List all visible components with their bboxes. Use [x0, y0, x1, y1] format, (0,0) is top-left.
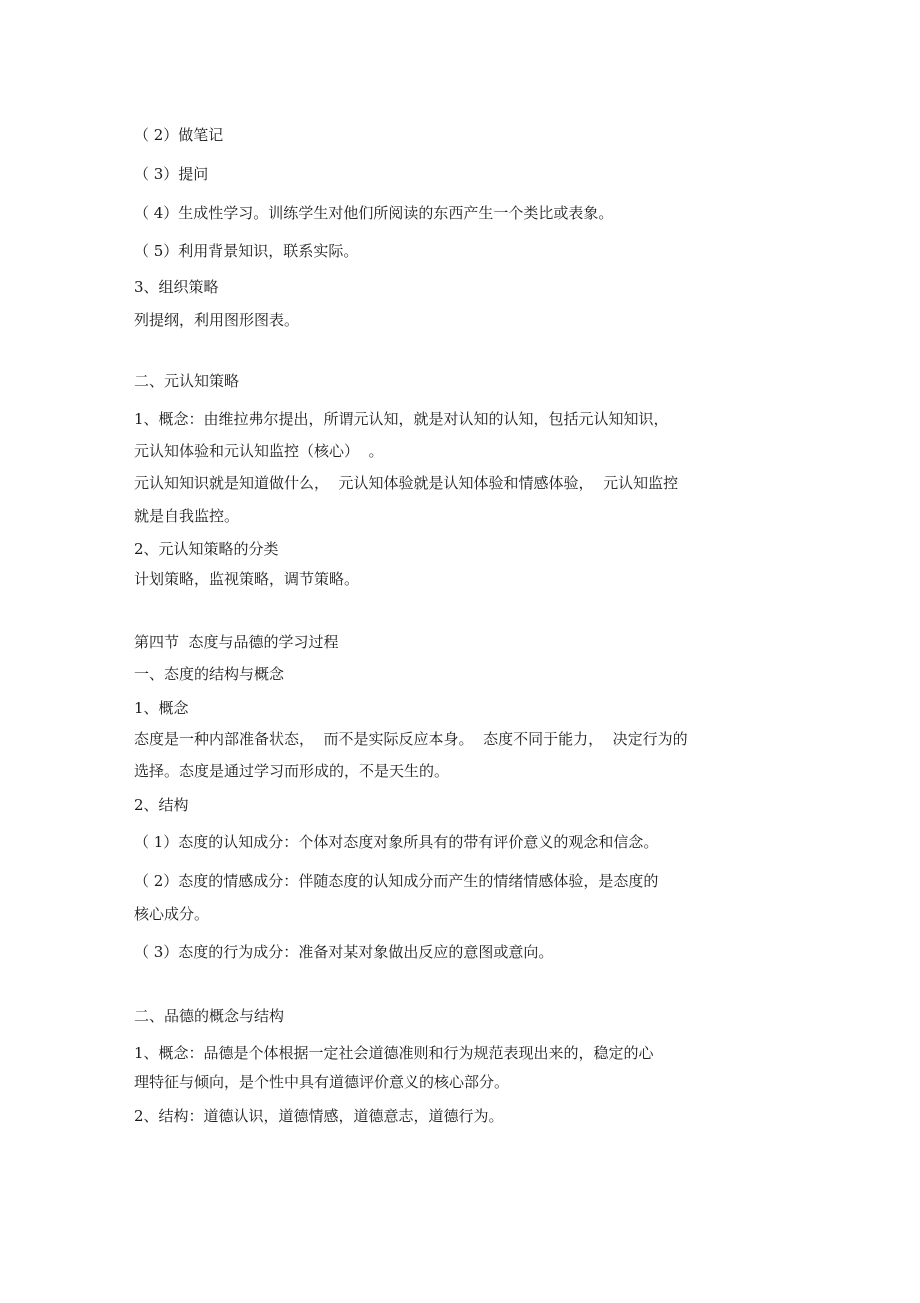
list-item-generative-learning: （ 4）生成性学习。训练学生对他们所阅读的东西产生一个类比或表象。 [134, 204, 614, 222]
list-item-background-knowledge: （ 5）利用背景知识，联系实际。 [134, 242, 359, 260]
heading-attitude-structure: 一、态度的结构与概念 [134, 665, 285, 683]
paragraph-metacognition-detail-line1: 元认知知识就是知道做什么， 元认知体验就是认知体验和情感体验， 元认知监控 [134, 474, 679, 492]
list-item-questioning: （ 3）提问 [134, 165, 209, 183]
list-item-cognitive-component: （ 1）态度的认知成分：个体对态度对象所具有的带有评价意义的观念和信念。 [134, 833, 659, 851]
paragraph-attitude-concept-line1: 态度是一种内部准备状态， 而不是实际反应本身。 态度不同于能力， 决定行为的 [134, 730, 688, 748]
paragraph-attitude-concept-line2: 选择。态度是通过学习而形成的，不是天生的。 [134, 762, 450, 780]
section-heading-metacognitive: 二、元认知策略 [134, 372, 240, 390]
heading-organization-strategy: 3、组织策略 [134, 278, 219, 296]
list-item-behavioral-component: （ 3）态度的行为成分：准备对某对象做出反应的意图或意向。 [134, 943, 554, 961]
paragraph-metacognition-concept-line1: 1、概念：由维拉弗尔提出，所谓元认知，就是对认知的认知，包括元认知知识， [134, 410, 669, 428]
paragraph-morality-structure: 2、结构：道德认识，道德情感，道德意志，道德行为。 [134, 1107, 504, 1125]
paragraph-metacognition-detail-line2: 就是自我监控。 [134, 507, 240, 525]
paragraph-metacognitive-classification: 计划策略，监视策略，调节策略。 [134, 570, 360, 588]
list-item-affective-component-line2: 核心成分。 [134, 905, 210, 923]
list-item-take-notes: （ 2）做笔记 [134, 126, 224, 144]
heading-metacognitive-classification: 2、元认知策略的分类 [134, 540, 279, 558]
paragraph-organization-strategy: 列提纲，利用图形图表。 [134, 311, 300, 329]
section-heading-morality: 二、品德的概念与结构 [134, 1007, 285, 1025]
paragraph-morality-concept-line1: 1、概念：品德是个体根据一定社会道德准则和行为规范表现出来的，稳定的心 [134, 1044, 654, 1062]
paragraph-morality-concept-line2: 理特征与倾向，是个性中具有道德评价意义的核心部分。 [134, 1073, 510, 1091]
heading-attitude-components: 2、结构 [134, 796, 189, 814]
heading-attitude-concept: 1、概念 [134, 699, 189, 717]
list-item-affective-component-line1: （ 2）态度的情感成分：伴随态度的认知成分而产生的情绪情感体验，是态度的 [134, 872, 659, 890]
paragraph-metacognition-concept-line2: 元认知体验和元认知监控（核心） 。 [134, 442, 384, 460]
section-heading-attitude-morality: 第四节 态度与品德的学习过程 [134, 633, 339, 651]
